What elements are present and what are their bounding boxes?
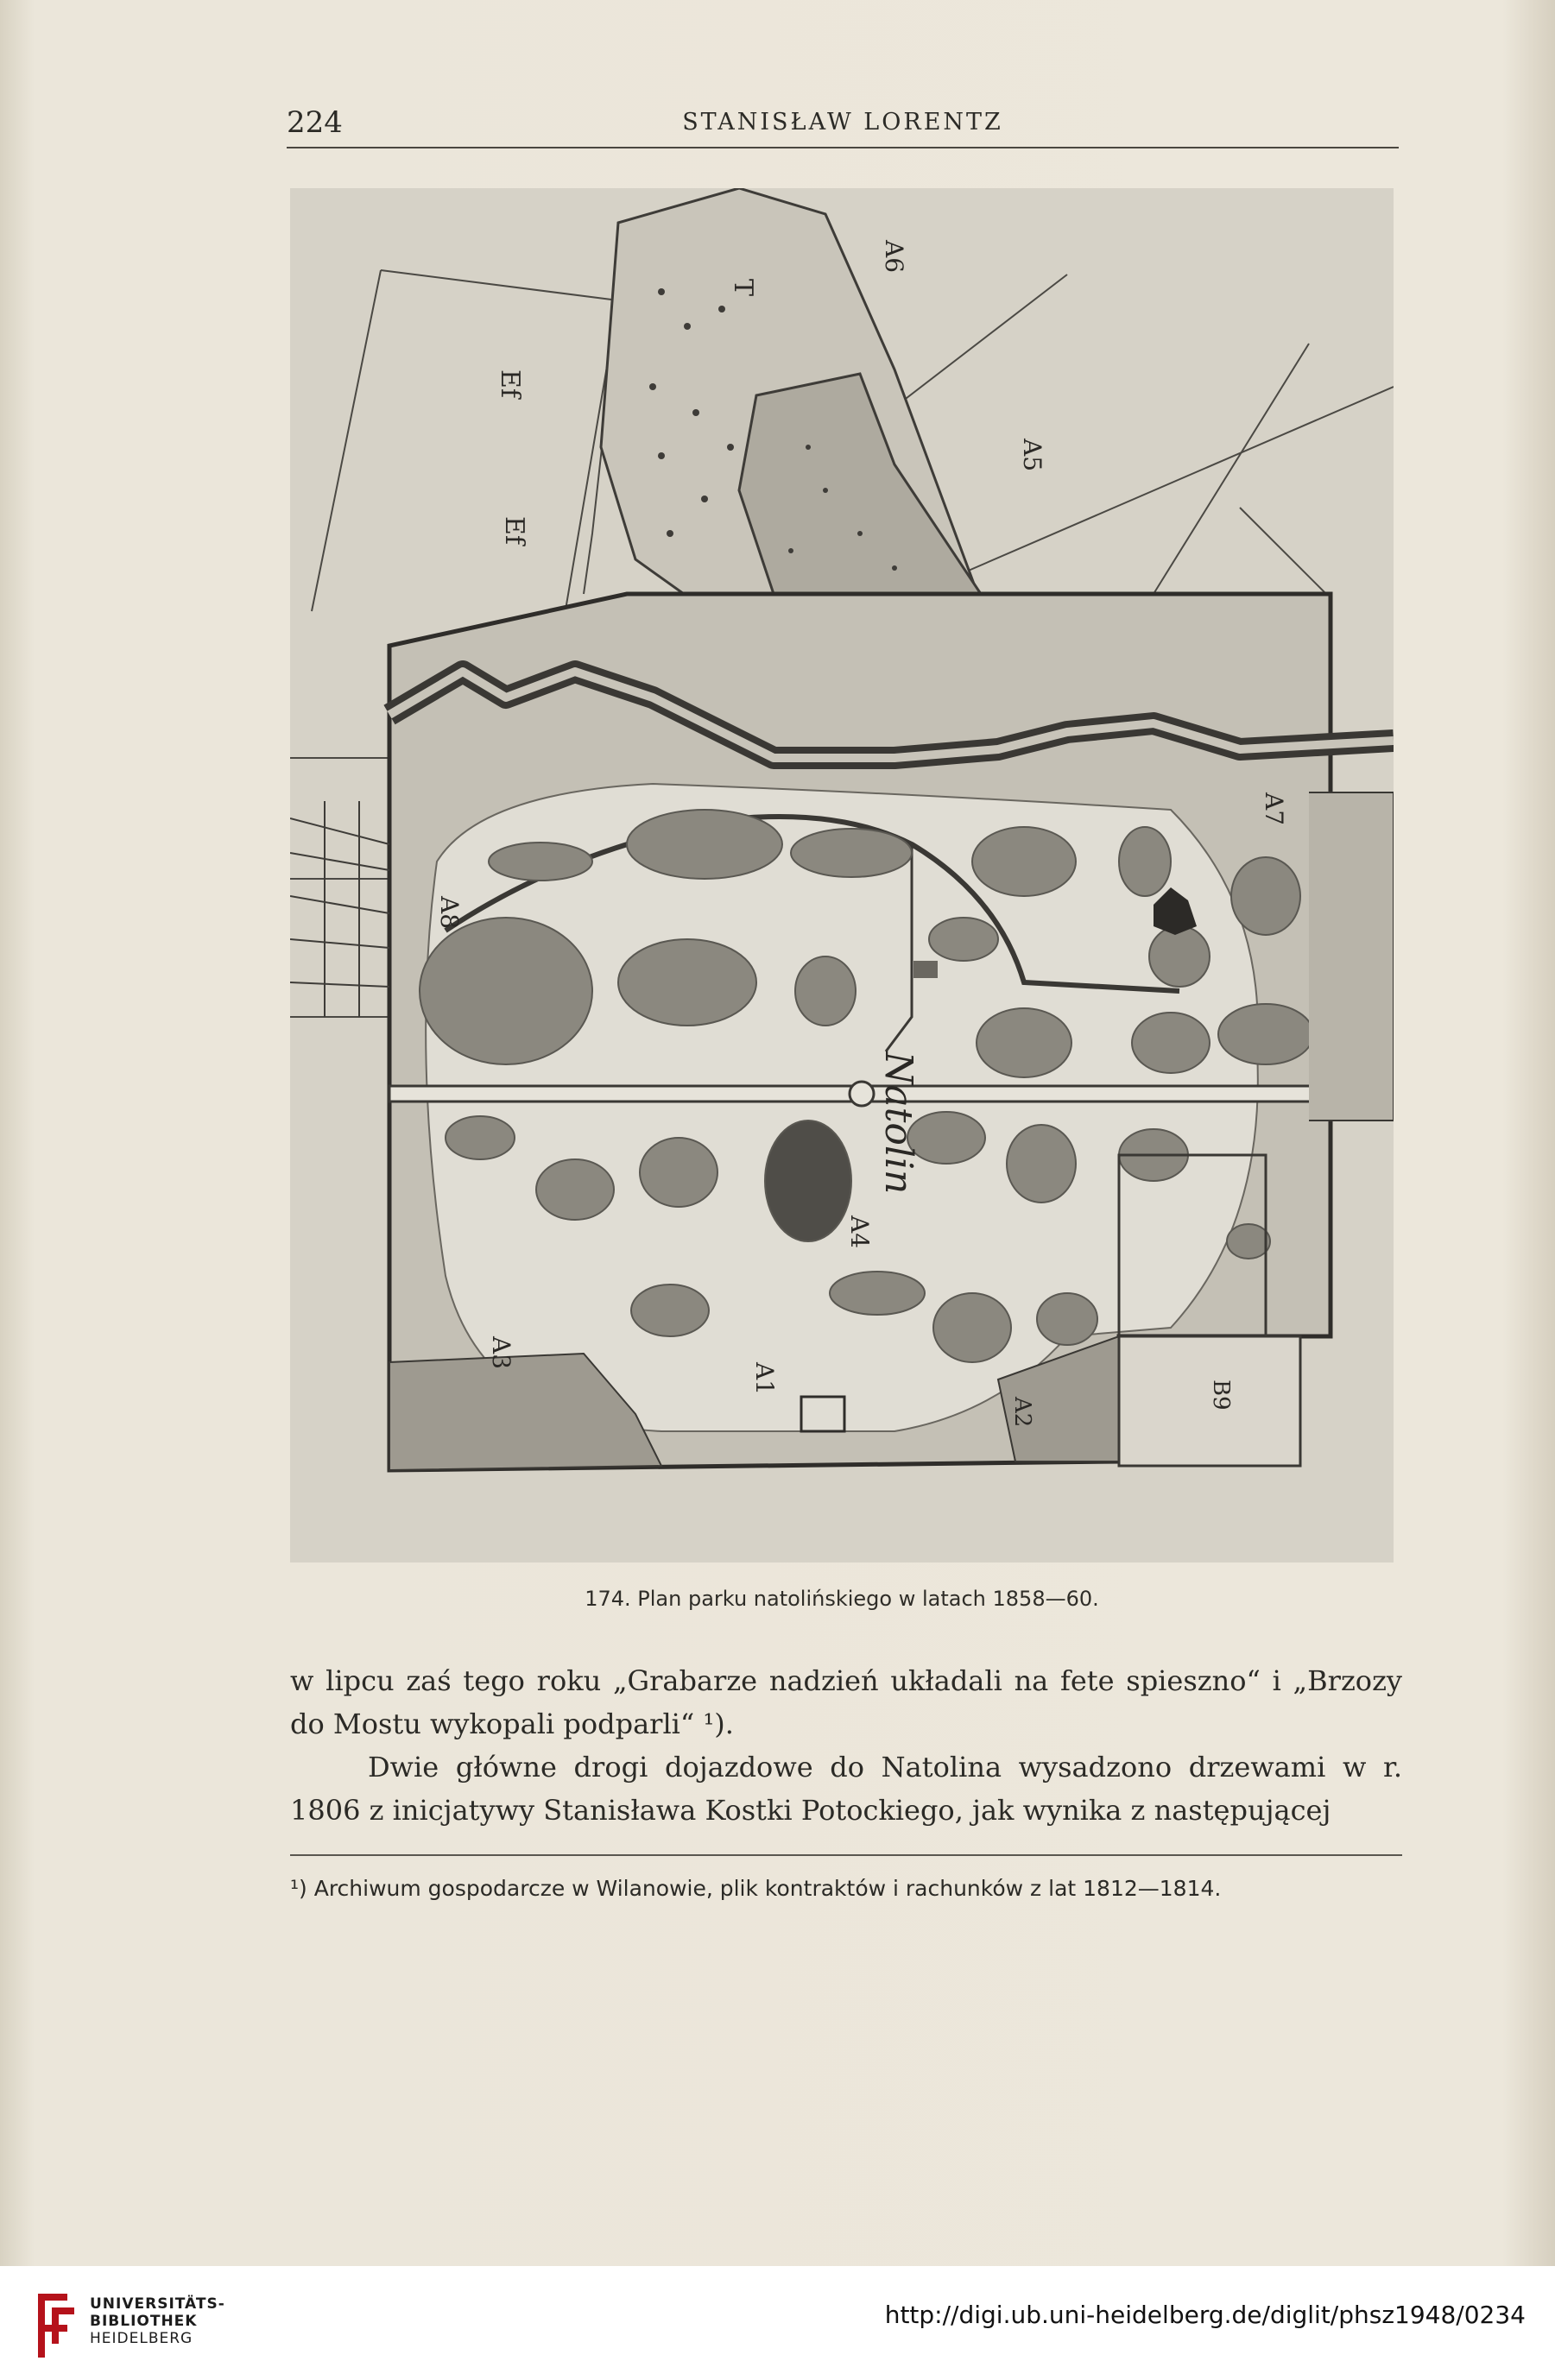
map-label-a8: A8 <box>435 896 464 930</box>
library-line-2: BIBLIOTHEK <box>90 2313 198 2330</box>
paragraph-1: w lipcu zaś tego roku „Grabarze nadzień układali na fete spieszno“ i „Brzozy do Mostu wykopali podparli“ ¹). <box>290 1664 1402 1740</box>
map-label-a4: A4 <box>845 1215 874 1249</box>
paragraph-2: Dwie główne drogi dojazdowe do Natolina wysadzono drzewami w r. 1806 z inicjatywy Stanisława Kostki Potockiego, jak wynika z następującej <box>290 1751 1402 1827</box>
map-label-ef5: Ef <box>499 516 529 546</box>
page-number: 224 <box>287 105 343 140</box>
historical-park-plan-map <box>290 188 1394 1562</box>
source-url-link[interactable]: http://digi.ub.uni-heidelberg.de/diglit/phsz1948/0234 <box>884 2301 1526 2329</box>
library-line-3: HEIDELBERG <box>90 2330 193 2347</box>
map-label-a2: A2 <box>1009 1397 1035 1428</box>
map-label-a5: A5 <box>1018 439 1046 472</box>
map-label-a7: A7 <box>1260 792 1288 826</box>
footnote: ¹) Archiwum gospodarcze w Wilanowie, plik kontraktów i rachunków z lat 1812—1814. <box>290 1876 1222 1901</box>
map-label-natolin: Natolin <box>876 1051 920 1195</box>
page-header <box>287 102 1399 148</box>
map-label-t: T <box>728 279 758 297</box>
running-head: STANISŁAW LORENTZ <box>682 109 1003 136</box>
library-line-1: UNIVERSITÄTS- <box>90 2295 225 2313</box>
library-name <box>90 2295 225 2347</box>
digitization-footer <box>0 2266 1555 2380</box>
map-drawing <box>290 188 1394 1562</box>
library-logo-icon <box>33 2290 79 2361</box>
map-label-b9: B9 <box>1208 1379 1234 1411</box>
map-label-a1: A1 <box>750 1362 779 1396</box>
map-label-ef4: Ef <box>495 369 525 399</box>
map-label-a6: A6 <box>880 240 908 274</box>
map-label-a3: A3 <box>487 1336 515 1370</box>
figure-caption: 174. Plan parku natolińskiego w latach 1858—60. <box>585 1587 1099 1611</box>
footnote-rule <box>290 1854 1402 1856</box>
body-text <box>290 1659 1402 1832</box>
